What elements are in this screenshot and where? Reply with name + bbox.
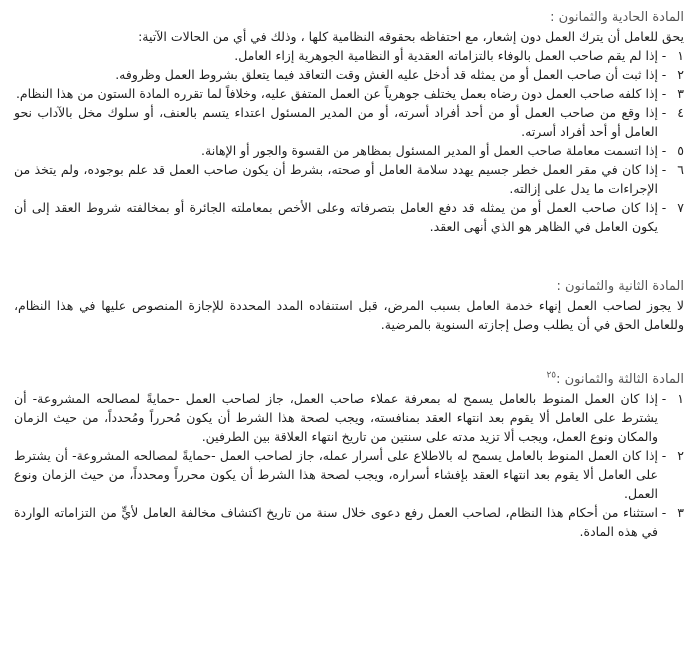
item-dash: - — [661, 86, 667, 101]
article-81-intro: يحق للعامل أن يترك العمل دون إشعار، مع احتفاظه بحقوقه النظامية كلها ، وذلك في أي من الحالات الآتية: — [138, 29, 684, 44]
list-item — [14, 446, 684, 503]
article-81-title: المادة الحادية والثمانون : — [550, 10, 684, 25]
item-dash: - — [661, 143, 667, 158]
footnote-ref[interactable]: ٢٥ — [546, 370, 557, 381]
section-spacer — [14, 236, 684, 277]
article-83-items — [14, 389, 684, 541]
item-number: ١ — [677, 391, 684, 406]
item-number: ٦ — [677, 162, 684, 177]
article-82-body: لا يجوز لصاحب العمل إنهاء خدمة العامل بسبب المرض، قبل استنفاده المدد المحددة للإجازة المنصوص عليها في هذا النظام، وللعامل الحق في أن يطلب وصل إجازته السنوية بالمرضية. — [14, 298, 684, 332]
item-dash: - — [661, 505, 667, 520]
item-number: ٢ — [677, 448, 684, 463]
item-dash: - — [661, 200, 667, 215]
article-82-title: المادة الثانية والثمانون : — [556, 279, 684, 294]
item-number: ٥ — [677, 143, 684, 158]
item-text: إذا اتسمت معاملة صاحب العمل أو المدير المسئول بمظاهر من القسوة والجور أو الإهانة. — [201, 143, 658, 158]
item-number: ١ — [677, 48, 684, 63]
item-text: إذا كلفه صاحب العمل دون رضاه بعمل يختلف جوهرياً عن العمل المتفق عليه، وخلافاً لما تقرره المادة الستون من هذا النظام. — [15, 86, 658, 101]
article-83-title-line — [14, 370, 684, 389]
item-number: ٢ — [677, 67, 684, 82]
item-dash: - — [661, 48, 667, 63]
list-item — [14, 160, 684, 198]
list-item — [14, 503, 684, 541]
section-spacer — [14, 334, 684, 370]
article-81 — [14, 8, 684, 236]
article-82 — [14, 277, 684, 334]
item-text: استثناء من أحكام هذا النظام، لصاحب العمل رفع دعوى خلال سنة من تاريخ اكتشاف مخالفة العامل لأيٍّ من التزاماته الواردة في هذه المادة. — [14, 505, 658, 539]
list-item — [14, 141, 684, 160]
item-number: ٧ — [677, 200, 684, 215]
item-number: ٣ — [677, 86, 684, 101]
item-text: إذا كان صاحب العمل أو من يمثله قد دفع العامل بتصرفاته وعلى الأخص بمعاملته الجائرة أو بمخالفته شروط العقد إلى أن يكون العامل في الظاهر هو الذي أنهى العقد. — [14, 200, 658, 234]
article-81-items — [14, 46, 684, 236]
item-dash: - — [661, 162, 667, 177]
item-text: إذا كان العمل المنوط بالعامل يسمح له بمعرفة عملاء صاحب العمل، جاز لصاحب العمل -حمايةً لمصالحه المشروعة- أن يشترط على العامل ألا يقوم بعد انتهاء العقد بمنافسته، ويجب لصحة هذا الشرط أن يكون مُحرراً ومُحدداً، من حيث الزمان والمكان ونوع العمل، ويجب ألا تزيد مدته على سنتين من تاريخ انتهاء العلاقة بين الطرفين. — [14, 391, 658, 444]
item-dash: - — [661, 105, 667, 120]
item-dash: - — [661, 448, 667, 463]
list-item — [14, 46, 684, 65]
list-item — [14, 103, 684, 141]
list-item — [14, 198, 684, 236]
item-number: ٣ — [677, 505, 684, 520]
item-dash: - — [661, 67, 667, 82]
item-text: إذا ثبت أن صاحب العمل أو من يمثله قد أدخل عليه الغش وقت التعاقد فيما يتعلق بشروط العمل وظروفه. — [115, 67, 658, 82]
list-item — [14, 84, 684, 103]
item-text: إذا لم يقم صاحب العمل بالوفاء بالتزاماته العقدية أو النظامية الجوهرية إزاء العامل. — [234, 48, 658, 63]
item-text: إذا كان في مقر العمل خطر جسيم يهدد سلامة العامل أو صحته، بشرط أن يكون صاحب العمل قد علم بوجوده، ولم يتخذ من الإجراءات ما يدل على إزالته. — [14, 162, 658, 196]
article-83 — [14, 370, 684, 541]
item-number: ٤ — [677, 105, 684, 120]
list-item — [14, 65, 684, 84]
item-text: إذا كان العمل المنوط بالعامل يسمح له بالاطلاع على أسرار عمله، جاز لصاحب العمل -حمايةً لمصالحه المشروعة- أن يشترط على العامل ألا يقوم بعد انتهاء العقد بإفشاء أسراره، ويجب لصحة هذا الشرط أن يكون محرراً ومحدداً، من حيث الزمان ونوع العمل. — [14, 448, 658, 501]
article-83-title: المادة الثالثة والثمانون : — [556, 372, 684, 387]
list-item — [14, 389, 684, 446]
item-dash: - — [661, 391, 667, 406]
item-text: إذا وقع من صاحب العمل أو من أحد أفراد أسرته، أو من المدير المسئول اعتداء يتسم بالعنف، أو سلوك مخل بالآداب نحو العامل أو أحد أفراد أسرته. — [14, 105, 658, 139]
